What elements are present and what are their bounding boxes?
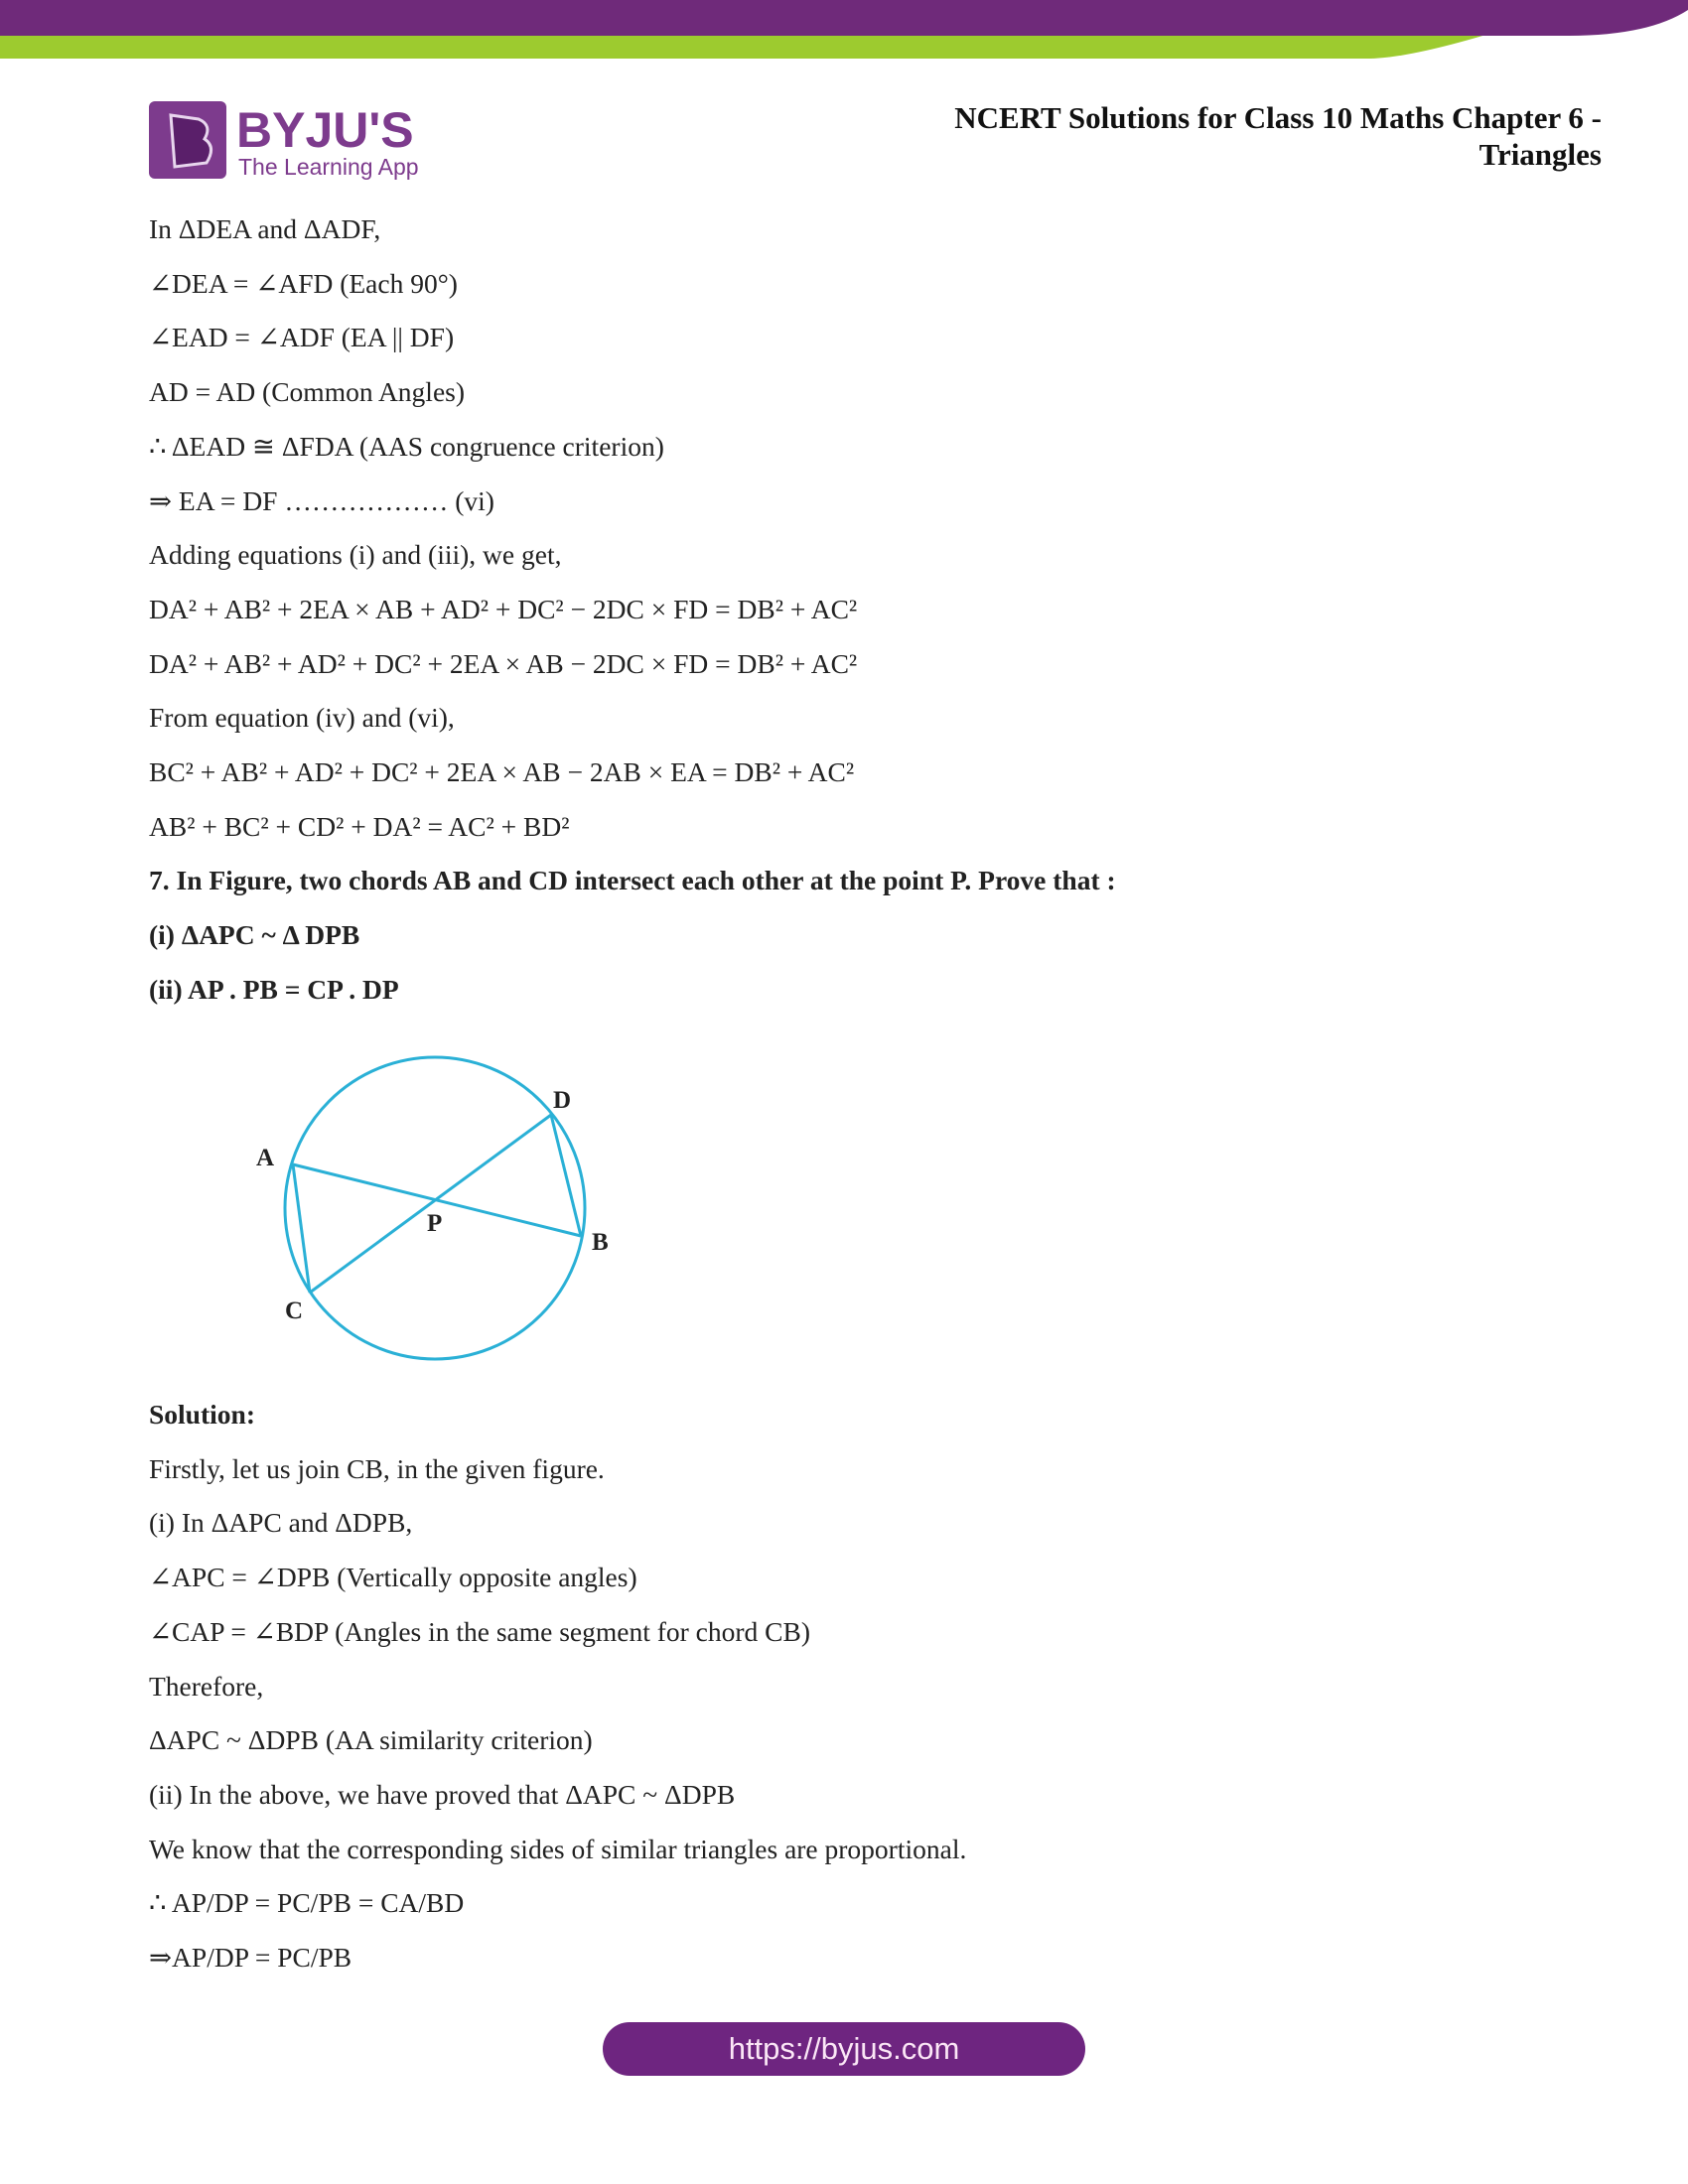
solution-text — [149, 1388, 966, 1985]
label-b: B — [592, 1229, 609, 1256]
text-line: From equation (iv) and (vi), — [149, 702, 455, 734]
page-title — [954, 99, 1602, 173]
text-line: DA² + AB² + 2EA × AB + AD² + DC² − 2DC × FD = DB² + AC² — [149, 593, 858, 624]
question-text: 7. In Figure, two chords AB and CD intersect each other at the point P. Prove that : — [149, 865, 1116, 896]
label-c: C — [285, 1297, 304, 1324]
text-line: ∴ ΔEAD ≅ ΔFDA (AAS congruence criterion) — [149, 430, 664, 462]
title-line-2: Triangles — [1478, 137, 1602, 172]
segment-ac — [293, 1164, 310, 1293]
title-line-1: NCERT Solutions for Class 10 Maths Chapter 6 - — [954, 100, 1602, 135]
text-line: Adding equations (i) and (iii), we get, — [149, 539, 562, 571]
label-a: A — [256, 1145, 275, 1171]
text-line: Firstly, let us join CB, in the given figure. — [149, 1452, 605, 1484]
text-line: (i) In ΔAPC and ΔDPB, — [149, 1507, 413, 1539]
text-line: ΔAPC ~ ΔDPB (AA similarity criterion) — [149, 1724, 593, 1756]
text-line: ∴ AP/DP = PC/PB = CA/BD — [149, 1887, 465, 1919]
text-line: ⇒ EA = DF ……………… (vi) — [149, 484, 494, 516]
text-line: ⇒AP/DP = PC/PB — [149, 1942, 352, 1974]
label-p: P — [427, 1210, 443, 1237]
text-line: AB² + BC² + CD² + DA² = AC² + BD² — [149, 810, 570, 842]
circle — [285, 1057, 585, 1359]
text-line: Therefore, — [149, 1670, 264, 1702]
byjus-logo — [149, 97, 437, 181]
text-line: DA² + AB² + AD² + DC² + 2EA × AB − 2DC × FD = DB² + AC² — [149, 647, 858, 679]
footer-url-link[interactable]: https://byjus.com — [603, 2022, 1085, 2076]
solution-heading: Solution: — [149, 1399, 255, 1430]
chords-figure — [238, 1032, 635, 1370]
text-line: ∠CAP = ∠BDP (Angles in the same segment for chord CB) — [149, 1615, 811, 1647]
header-band — [0, 0, 1688, 60]
text-line: ∠EAD = ∠ADF (EA || DF) — [149, 322, 455, 353]
text-line: AD = AD (Common Angles) — [149, 376, 466, 408]
label-d: D — [553, 1087, 572, 1114]
text-line: ∠APC = ∠DPB (Vertically opposite angles) — [149, 1562, 637, 1593]
text-line: ∠DEA = ∠AFD (Each 90°) — [149, 267, 458, 299]
proof-text — [149, 203, 1116, 1018]
logo-tagline: The Learning App — [238, 154, 419, 180]
logo-brand: BYJU'S — [236, 102, 414, 158]
chord-cd — [310, 1115, 551, 1293]
text-line: BC² + AB² + AD² + DC² + 2EA × AB − 2AB × EA = DB² + AC² — [149, 756, 855, 788]
question-part-1: (i) ΔAPC ~ Δ DPB — [149, 919, 360, 951]
text-line: (ii) In the above, we have proved that ΔAPC ~ ΔDPB — [149, 1778, 736, 1810]
text-line: In ΔDEA and ΔADF, — [149, 213, 381, 244]
question-part-2: (ii) AP . PB = CP . DP — [149, 973, 399, 1005]
text-line: We know that the corresponding sides of similar triangles are proportional. — [149, 1833, 967, 1864]
